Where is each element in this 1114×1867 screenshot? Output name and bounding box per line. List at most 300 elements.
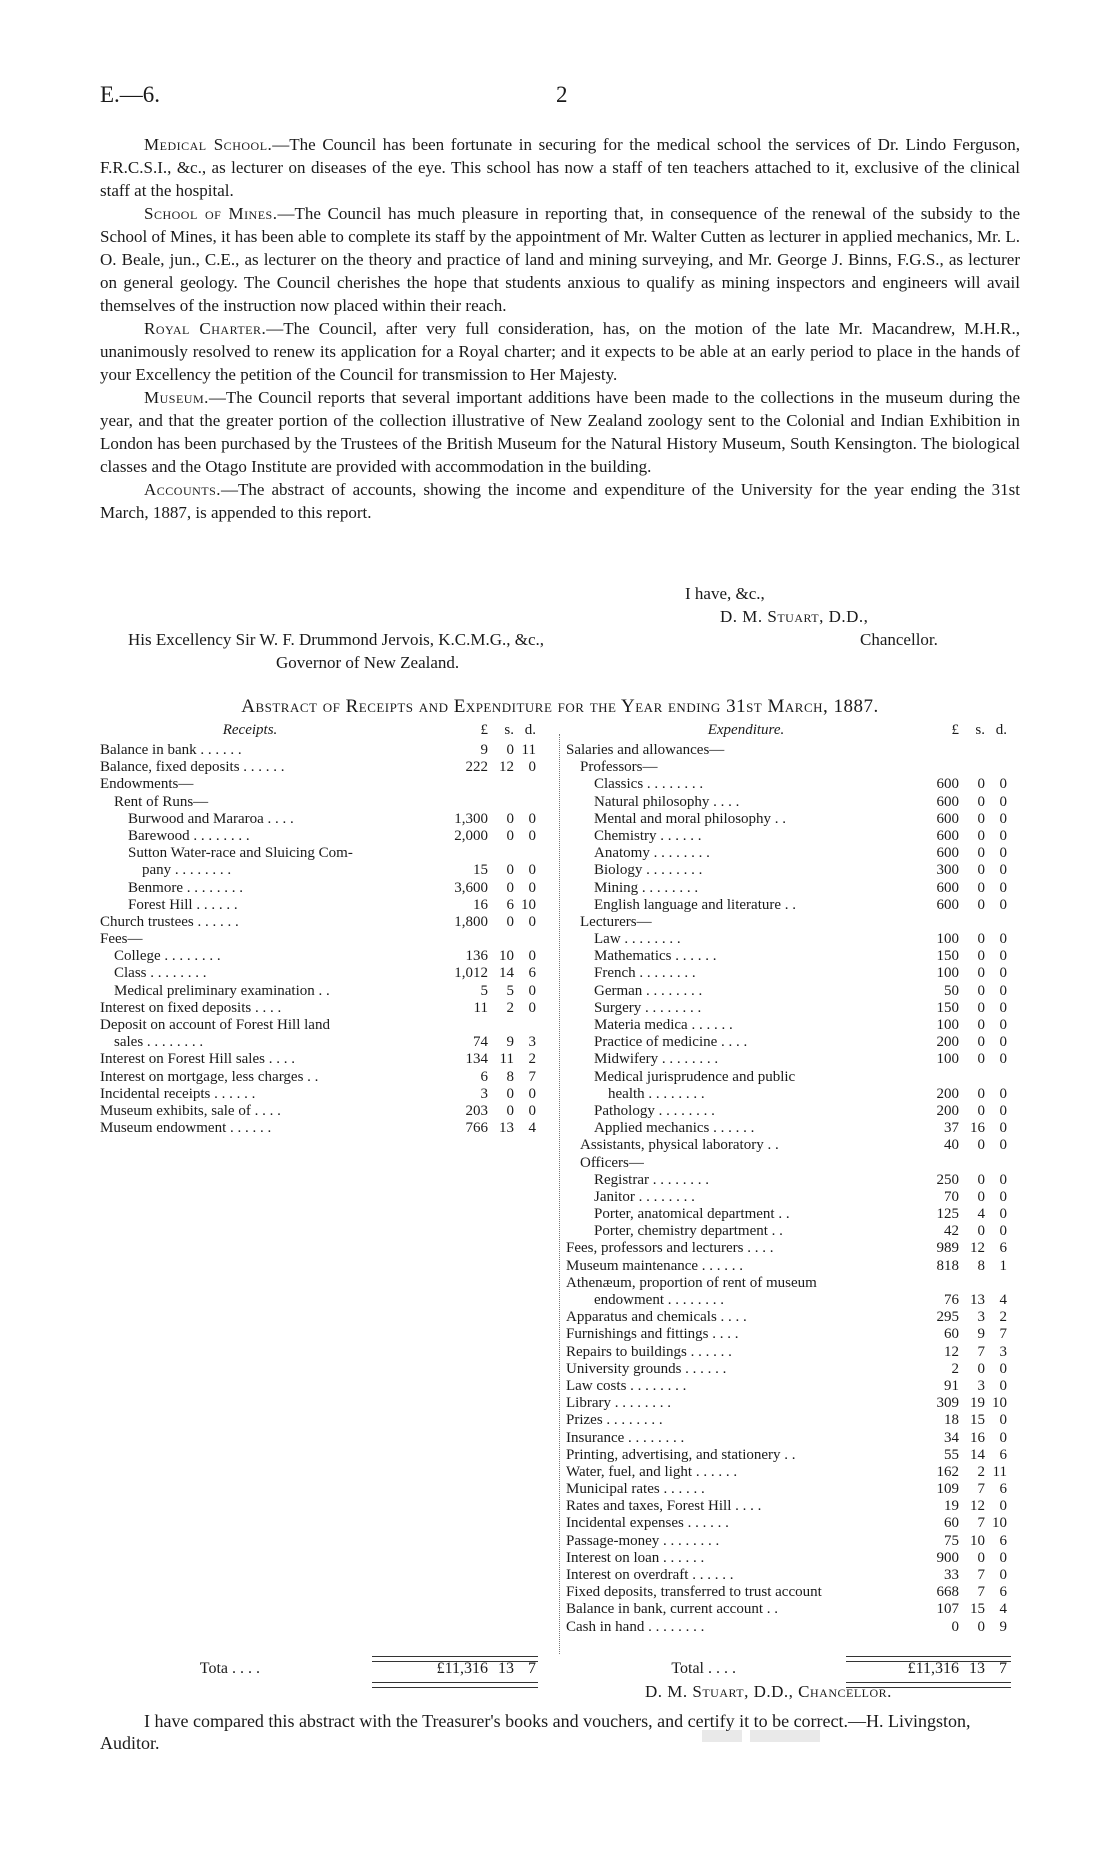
table-row	[566, 1515, 1020, 1532]
shillings-value: 10	[499, 948, 514, 965]
table-row	[566, 1034, 1020, 1051]
table-row	[566, 965, 1020, 982]
shillings-value: 0	[977, 1171, 985, 1188]
pence-value: 0	[528, 999, 536, 1016]
table-row	[566, 845, 1020, 862]
total-shillings: 13	[969, 1660, 985, 1677]
row-label: Rent of Runs—	[114, 793, 209, 810]
shillings-value: 2	[977, 1463, 985, 1480]
table-row	[566, 776, 1020, 793]
pence-value: 0	[999, 1137, 1007, 1154]
page-number: 2	[556, 82, 568, 107]
pounds-value: 2,000	[454, 827, 488, 844]
pence-value: 0	[528, 827, 536, 844]
shillings-value: 0	[977, 845, 985, 862]
row-label: Pathology . . . . . . . .	[594, 1102, 715, 1119]
table-row	[566, 811, 1020, 828]
pence-value: 7	[528, 1068, 536, 1085]
pounds-value: 60	[944, 1515, 959, 1532]
row-label: Balance in bank . . . . . .	[100, 742, 242, 758]
pence-value: 0	[999, 1188, 1007, 1205]
pounds-value: 295	[936, 1309, 959, 1326]
shillings-value: 0	[977, 1223, 985, 1240]
row-label: Anatomy . . . . . . . .	[594, 845, 710, 862]
shillings-value: 0	[977, 1137, 985, 1154]
pounds-heading: £	[480, 722, 488, 738]
pence-value: 0	[999, 776, 1007, 793]
row-label: Medical jurisprudence and public	[594, 1068, 796, 1085]
table-row	[566, 1206, 1020, 1223]
shillings-value: 7	[977, 1481, 985, 1498]
shillings-value: 0	[506, 810, 514, 827]
paragraph-heading: Royal Charter.	[144, 319, 267, 338]
total-label: Total . . . .	[671, 1660, 736, 1677]
paragraph-school-of-mines	[100, 202, 1020, 317]
row-label: Cash in hand . . . . . . . .	[566, 1618, 705, 1635]
pence-heading: d.	[524, 722, 536, 738]
pence-value: 0	[999, 1120, 1007, 1137]
shillings-value: 0	[506, 879, 514, 896]
row-label: Forest Hill . . . . . .	[128, 896, 238, 913]
pence-value: 4	[999, 1601, 1007, 1618]
row-label: sales . . . . . . . .	[114, 1034, 204, 1051]
page-header	[100, 82, 1020, 112]
row-label: Applied mechanics . . . . . .	[594, 1120, 755, 1137]
shillings-value: 15	[970, 1412, 985, 1429]
row-label: Balance, fixed deposits . . . . . .	[100, 759, 285, 776]
shillings-value: 0	[977, 1188, 985, 1205]
row-label: Fees, professors and lecturers . . . .	[566, 1240, 774, 1257]
pounds-value: 200	[936, 1034, 959, 1051]
table-row	[566, 1619, 1020, 1636]
pounds-value: 600	[936, 879, 959, 896]
shillings-value: 13	[970, 1292, 985, 1308]
table-row	[566, 1223, 1020, 1240]
pounds-value: 34	[944, 1429, 959, 1446]
table-row	[100, 862, 554, 879]
pence-value: 0	[999, 1377, 1007, 1394]
shillings-value: 0	[977, 1034, 985, 1051]
shillings-value: 0	[977, 827, 985, 844]
pence-value: 0	[999, 1102, 1007, 1119]
row-label: Insurance . . . . . . . .	[566, 1429, 685, 1446]
row-label: Barewood . . . . . . . .	[128, 827, 250, 844]
document-page: E.—6. 2 Medical School.—The Council has been fortunate in securing for the medical school the services of Dr. Lindo Ferguson, F.R.C.S.I., &c., as lecturer on diseases of the eye. This school has now a staff of ten teachers attached to it, exclusive of the clinical staff at the hospital. School of Mines.—The Council has much pleasure in reporting that, in consequence of the renewal of the subsidy to the School of Mines, it has been able to complete its staff by the appointment of Mr. Walter Cutten as lecturer in applied mechanics, Mr. L. O. Beale, jun., C.E., as lecturer on the theory and practice of land and mining surveying, and Mr. George J. Binns, F.G.S., as lecturer on general geology. The Council cherishes the hope that students anxious to qualify as mining inspectors and engineers will avail themselves of the instruction now placed within their reach. Royal Charter.—The Council, after very full consideration, has, on the motion of the late Mr. Macandrew, M.H.R., unanimously resolved to renew its application for a Royal charter; and it expects to be able at an early period to place in the hands of your Excellency the petition of the Council for transmission to Her Majesty. Museum.—The Council reports that several important additions have been made to the collections in the museum during the year, and that the greater portion of the collection illustrative of New Zealand zoology sent to the Colonial and Indian Exhibition in London has been purchased by the Trustees of the British Museum for the Natural History Museum, South Kensington. The biological classes and the Otago Institute are provided with accommodation in the building. Accounts.—The abstract of accounts, showing the income and expenditure of the University for the year ending the 31st March, 1887, is appended to this report. I have, &c., D. M. Stuart, D.D., His Excellency Sir W. F. Drummond Jervois, K.C.M.G., &c., Chancellor. Governor of New Zealand. Abstract of Receipts and Expenditure for the Year ending 31st March, 1887. Receipts. £ s. d. Balance in bank . . . . . . 9 0 11 Balance, fixed deposits . . . . . . 222 12 0 Endowments— Rent of Runs— Burwood and Mararoa . . . . 1,300 0 0 Barewood . . . . . . . . 2,000 0 0 Sutton Water-race and Sluicing Com- pany . . . . . . . . 15 0 0 Benmore . . . . . . . . 3,600 0 0 Forest Hill . . . . . . 16 6 10 Church trustees . . . . . . 1,800 0 0 Fees— College . . . . . . . . 136 10 0 Class . . . . . . . . 1,012 14 6 Medical preliminary examination . . 5 5 0 Interest on fixed deposits . . . . 11 2 0 Deposit on account of Forest Hill land sales . . . . . . . . 74 9 3 Interest on Forest Hill sales . . . . 134 11 2 Interest on mortgage, less charges . . 6 8 7 Incidental receipts . . . . . . 3 0 0 Museum exhibits, sale of . . . . 203 0 0 Museum endowment . . . . . . 766 13 4 Expenditure. £ s. d. Salaries and allowances— Professors— Classics . . . . . . . . 600 0 0 Natural philosophy . . . . 600 0 0 Mental and moral philosophy . . 600 0 0 Chemistry . . . . . . 600 0 0 Anatomy . . . . . . . . 600 0 0 Biology . . . . . . . . 300 0 0 Mining . . . . . . . . 600 0 0 English language and literature . . 600 0 0 Lecturers— Law . . . . . . . . 100 0 0 Mathematics . . . . . . 150 0 0 French . . . . . . . . 100 0 0 German . . . . . . . . 50 0 0 Surgery . . . . . . . . 150 0 0 Materia medica . . . . . . 100 0 0 Practice of medicine . . . . 200 0 0 Midwifery . . . . . . . . 100 0 0 Medical jurisprudence and public health . . . . . . . . 200 0 0 Pathology . . . . . . . . 200 0 0 Applied mechanics . . . . . . 37 16 0 Assistants, physical laboratory . . 40 0 0 Officers— Registrar . . . . . . . . 250 0 0 Janitor . . . . . . . . 70 0 0 Porter, anatomical department . . 125 4 0 Porter, chemistry department . . 42 0 0 Fees, professors and lecturers . . . . 989 12 6 Museum maintenance . . . . . . 818 8 1 Athenæum, proportion of rent of museum endowment . . . . . . . . 76 13 4 Apparatus and chemicals . . . . 295 3 2 Furnishings and fittings . . . . 60 9 7 Repairs to buildings . . . . . . 12 7 3 University grounds . . . . . . 2 0 0 Law costs . . . . . . . . 91 3 0 Library . . . . . . . . 309 19 10 Prizes . . . . . . . . 18 15 0 Insurance . . . . . . . . 34 16 0 Printing, advertising, and stationery . . 55 14 6 Water, fuel, and light . . . . . . 162 2 11 Municipal rates . . . . . . 109 7 6 Rates and taxes, Forest Hill . . . . 19 12 0 Incidental expenses . . . . . . 60 7 10 Passage-money . . . . . . . . 75 10 6 Interest on loan . . . . . . 900 0 0 Interest on overdraft . . . . . . 33 7 0 Fixed deposits, transferred to trust account 668 7 6 Balance in bank, current account . . 107 15 4 Cash in hand . . . . . . . . 0 0 9 Tota . . . . £11,316 13 7 Total . . . . £11,316 13 7 D. M. Stuart, D.D., Chancellor. I have compared this abstract with the Treasurer's books and vouchers, and certify it to be correct.—H. Livingston, Auditor.	[100, 82, 1020, 1753]
row-label: Rates and taxes, Forest Hill . . . .	[566, 1498, 762, 1515]
pounds-value: 60	[944, 1326, 959, 1343]
pounds-value: 9	[480, 742, 488, 758]
table-row	[566, 1395, 1020, 1412]
pounds-value: 18	[944, 1412, 959, 1429]
table-row	[566, 1550, 1020, 1567]
shillings-value: 0	[977, 1360, 985, 1377]
table-row	[566, 1292, 1020, 1309]
table-row	[100, 948, 554, 965]
pence-value: 0	[528, 879, 536, 896]
pounds-value: 600	[936, 896, 959, 913]
table-row	[566, 1601, 1020, 1618]
shillings-value: 12	[499, 759, 514, 776]
pence-value: 6	[999, 1532, 1007, 1549]
table-row	[100, 880, 554, 897]
row-label: Surgery . . . . . . . .	[594, 999, 702, 1016]
table-row	[566, 1000, 1020, 1017]
pounds-value: 40	[944, 1137, 959, 1154]
table-row	[566, 1361, 1020, 1378]
pence-value: 0	[528, 810, 536, 827]
table-row	[100, 914, 554, 931]
table-row	[100, 742, 554, 759]
shillings-value: 0	[977, 776, 985, 793]
pounds-value: 76	[944, 1292, 959, 1308]
row-label: Endowments—	[100, 776, 194, 793]
pence-value: 6	[999, 1584, 1007, 1601]
total-pence: 7	[999, 1660, 1007, 1677]
table-row	[566, 1533, 1020, 1550]
table-row	[566, 983, 1020, 1000]
table-row	[566, 897, 1020, 914]
row-label: Benmore . . . . . . . .	[128, 879, 243, 896]
table-row	[100, 1000, 554, 1017]
shillings-value: 3	[977, 1377, 985, 1394]
paragraph-text: —The Council has much pleasure in reporting that, in consequence of the renewal of the subsidy to the School of Mines, it has been able to complete its staff by the appointment of Mr. Walter Cutten as lecturer in applied mechanics, Mr. L. O. Beale, jun., C.E., as lecturer on the theory and practice of land and mining surveying, and Mr. George J. Binns, F.G.S., as lecturer on general geology. The Council cherishes the hope that students anxious to qualify as mining inspectors and engineers will avail themselves of the instruction now placed within their reach.	[100, 204, 1020, 315]
pounds-heading: £	[951, 722, 959, 738]
row-label: Passage-money . . . . . . . .	[566, 1532, 720, 1549]
pounds-value: 3	[480, 1085, 488, 1102]
table-row	[566, 1309, 1020, 1326]
paragraph-text: —The Council, after very full consideration, has, on the motion of the late Mr. Macandrew, M.H.R., unanimously resolved to renew its application for a Royal charter; and it expects to be able at an early period to place in the hands of your Excellency the petition of the Council for transmission to Her Majesty.	[100, 319, 1020, 384]
table-row	[100, 776, 554, 793]
shillings-heading: s.	[504, 722, 514, 738]
table-row	[566, 1447, 1020, 1464]
pounds-value: 136	[465, 948, 488, 965]
row-label: Furnishings and fittings . . . .	[566, 1326, 739, 1343]
pounds-value: 15	[473, 862, 488, 879]
closing-line: I have, &c.,	[685, 584, 765, 603]
row-label: Mental and moral philosophy . .	[594, 810, 787, 827]
pence-value: 10	[521, 896, 536, 913]
pence-value: 2	[999, 1309, 1007, 1326]
column-divider	[559, 734, 561, 1654]
total-rule-top	[846, 1656, 1011, 1662]
row-label: Porter, anatomical department . .	[594, 1206, 790, 1223]
total-shillings: 13	[498, 1660, 514, 1677]
shillings-value: 15	[970, 1601, 985, 1618]
shillings-value: 12	[970, 1240, 985, 1257]
letter-signoff	[100, 582, 1020, 674]
table-row	[566, 1378, 1020, 1395]
pence-value: 0	[999, 965, 1007, 982]
total-label: Tota . . . .	[199, 1660, 260, 1677]
pence-value: 3	[528, 1034, 536, 1051]
table-row	[566, 1017, 1020, 1034]
row-label: College . . . . . . . .	[114, 948, 221, 965]
pounds-value: 16	[473, 896, 488, 913]
pence-value: 0	[528, 862, 536, 879]
expenditure-heading: Expenditure.	[707, 722, 785, 738]
paragraph-royal-charter	[100, 317, 1020, 386]
table-row	[100, 811, 554, 828]
shillings-value: 0	[977, 999, 985, 1016]
table-row	[566, 1240, 1020, 1257]
pounds-value: 100	[936, 931, 959, 948]
table-row	[100, 897, 554, 914]
pounds-value: 162	[936, 1463, 959, 1480]
paragraph-museum	[100, 386, 1020, 478]
row-label: Museum exhibits, sale of . . . .	[100, 1102, 281, 1119]
pounds-value: 203	[465, 1102, 488, 1119]
table-row	[566, 1103, 1020, 1120]
pence-value: 0	[528, 1085, 536, 1102]
expenditure-header	[566, 722, 1020, 742]
table-row	[566, 1275, 1020, 1292]
pounds-value: 150	[936, 999, 959, 1016]
table-row	[566, 914, 1020, 931]
pence-value: 7	[999, 1326, 1007, 1343]
total-pence: 7	[528, 1660, 536, 1677]
pence-value: 0	[999, 1360, 1007, 1377]
row-label: Incidental expenses . . . . . .	[566, 1515, 729, 1532]
paragraph-text: —The Council reports that several important additions have been made to the collections in the museum during the year, and that the greater portion of the collection illustrative of New Zealand zoology sent to the Colonial and Indian Exhibition in London has been purchased by the Trustees of the British Museum for the Natural History Museum, South Kensington. The biological classes and the Otago Institute are provided with accommodation in the building.	[100, 388, 1020, 476]
row-label: Materia medica . . . . . .	[594, 1017, 733, 1033]
row-label: Professors—	[580, 759, 658, 776]
pence-value: 3	[999, 1343, 1007, 1360]
pounds-value: 200	[936, 1102, 959, 1119]
pounds-value: 134	[465, 1051, 488, 1068]
receipts-rows	[100, 742, 554, 1137]
pounds-value: 125	[936, 1206, 959, 1223]
pence-value: 0	[999, 1034, 1007, 1051]
row-label: endowment . . . . . . . .	[594, 1292, 724, 1308]
row-label: Officers—	[580, 1154, 644, 1171]
table-row	[100, 1086, 554, 1103]
shillings-value: 9	[506, 1034, 514, 1051]
pounds-value: 75	[944, 1532, 959, 1549]
pounds-value: 309	[936, 1395, 959, 1412]
shillings-value: 0	[977, 1017, 985, 1033]
pounds-value: 11	[473, 999, 488, 1016]
row-label: Fixed deposits, transferred to trust account	[566, 1584, 822, 1601]
pounds-value: 250	[936, 1171, 959, 1188]
pounds-value: 19	[944, 1498, 959, 1515]
shillings-value: 9	[977, 1326, 985, 1343]
row-label: Chemistry . . . . . .	[594, 827, 702, 844]
table-row	[566, 742, 1020, 759]
row-label: University grounds . . . . . .	[566, 1360, 727, 1377]
row-label: Sutton Water-race and Sluicing Com-	[128, 845, 353, 862]
pounds-value: 42	[944, 1223, 959, 1240]
row-label: Natural philosophy . . . .	[594, 793, 740, 810]
abstract-title: Abstract of Receipts and Expenditure for the Year ending 31st March, 1887.	[241, 696, 879, 717]
row-label: Library . . . . . . . .	[566, 1395, 671, 1412]
table-row	[100, 1034, 554, 1051]
pence-value: 0	[999, 1223, 1007, 1240]
pounds-value: 1,012	[454, 965, 488, 982]
row-label: Fees—	[100, 931, 143, 948]
faint-stamp-mark	[700, 1726, 830, 1746]
shillings-value: 7	[977, 1567, 985, 1583]
pounds-value: 200	[936, 1085, 959, 1102]
shillings-value: 13	[499, 1120, 514, 1137]
report-body	[100, 133, 1020, 524]
paragraph-accounts	[100, 478, 1020, 524]
table-row	[566, 1344, 1020, 1361]
shillings-value: 0	[506, 1102, 514, 1119]
pence-value: 4	[528, 1120, 536, 1137]
row-label: Mathematics . . . . . .	[594, 948, 717, 965]
row-label: Interest on Forest Hill sales . . . .	[100, 1051, 295, 1068]
shillings-heading: s.	[975, 722, 985, 738]
row-label: Athenæum, proportion of rent of museum	[566, 1274, 817, 1291]
pounds-value: 1,300	[454, 810, 488, 827]
document-reference: E.—6.	[100, 82, 161, 107]
expenditure-column	[566, 722, 1020, 1636]
pounds-value: 33	[944, 1567, 959, 1583]
row-label: Lecturers—	[580, 913, 652, 930]
shillings-value: 0	[506, 1085, 514, 1102]
row-label: Interest on overdraft . . . . . .	[566, 1567, 734, 1583]
table-row	[566, 862, 1020, 879]
row-label: Balance in bank, current account . .	[566, 1601, 778, 1618]
table-row	[566, 1120, 1020, 1137]
pence-value: 0	[999, 1051, 1007, 1068]
table-row	[100, 983, 554, 1000]
row-label: Deposit on account of Forest Hill land	[100, 1017, 330, 1033]
shillings-value: 0	[977, 793, 985, 810]
pounds-value: 3,600	[454, 879, 488, 896]
shillings-value: 0	[506, 827, 514, 844]
row-label: Janitor . . . . . . . .	[594, 1188, 695, 1205]
receipts-column	[100, 722, 554, 1137]
row-label: Prizes . . . . . . . .	[566, 1412, 663, 1429]
row-label: Church trustees . . . . . .	[100, 913, 239, 930]
pounds-value: 150	[936, 948, 959, 965]
pounds-value: 91	[944, 1377, 959, 1394]
row-label: Mining . . . . . . . .	[594, 879, 699, 896]
table-row	[100, 1017, 554, 1034]
table-row	[100, 1069, 554, 1086]
shillings-value: 6	[506, 896, 514, 913]
table-row	[566, 948, 1020, 965]
pounds-value: 5	[480, 982, 488, 999]
table-row	[566, 1172, 1020, 1189]
pounds-value: 100	[936, 1051, 959, 1068]
table-row	[566, 1567, 1020, 1584]
pence-value: 0	[528, 759, 536, 776]
pence-value: 0	[528, 982, 536, 999]
shillings-value: 0	[506, 742, 514, 758]
shillings-value: 14	[499, 965, 514, 982]
pounds-value: 100	[936, 965, 959, 982]
pounds-value: 109	[936, 1481, 959, 1498]
row-label: Salaries and allowances—	[566, 742, 725, 758]
pounds-value: 766	[465, 1120, 488, 1137]
pence-value: 0	[999, 1567, 1007, 1583]
pence-value: 0	[999, 810, 1007, 827]
pounds-value: 55	[944, 1446, 959, 1463]
row-label: Porter, chemistry department . .	[594, 1223, 783, 1240]
paragraph-text: —The Council has been fortunate in securing for the medical school the services of Dr. Lindo Ferguson, F.R.C.S.I., &c., as lecturer on diseases of the eye. This school has now a staff of ten teachers attached to it, exclusive of the clinical staff at the hospital.	[100, 135, 1020, 200]
pence-value: 6	[528, 965, 536, 982]
total-pounds: £11,316	[436, 1660, 488, 1677]
pence-value: 9	[999, 1618, 1007, 1635]
pence-value: 0	[999, 1429, 1007, 1446]
pounds-value: 2	[951, 1360, 959, 1377]
table-row	[100, 759, 554, 776]
table-row	[100, 794, 554, 811]
total-rule-top	[372, 1656, 538, 1662]
shillings-value: 0	[977, 931, 985, 948]
paragraph-text: —The abstract of accounts, showing the income and expenditure of the University for the year ending the 31st March, 1887, is appended to this report.	[100, 480, 1020, 522]
paragraph-heading: School of Mines.	[144, 204, 278, 223]
signatory-title: Chancellor.	[860, 630, 938, 649]
table-row	[100, 1051, 554, 1068]
shillings-value: 3	[977, 1309, 985, 1326]
table-row	[100, 828, 554, 845]
shillings-value: 0	[506, 862, 514, 879]
row-label: Interest on mortgage, less charges . .	[100, 1068, 319, 1085]
row-label: Interest on fixed deposits . . . .	[100, 999, 282, 1016]
pounds-value: 12	[944, 1343, 959, 1360]
accounts-table	[100, 722, 1020, 1677]
receipts-header	[100, 722, 554, 742]
pence-value: 0	[528, 913, 536, 930]
pence-value: 0	[999, 948, 1007, 965]
row-label: health . . . . . . . .	[608, 1085, 705, 1102]
row-label: Law costs . . . . . . . .	[566, 1377, 687, 1394]
table-row	[566, 1498, 1020, 1515]
shillings-value: 12	[970, 1498, 985, 1515]
shillings-value: 10	[970, 1532, 985, 1549]
pounds-value: 107	[936, 1601, 959, 1618]
shillings-value: 2	[506, 999, 514, 1016]
auditor-certification: I have compared this abstract with the Treasurer's books and vouchers, and certify it to be correct.—H. Livingston, Auditor.	[100, 1711, 971, 1753]
pounds-value: 600	[936, 776, 959, 793]
row-label: Burwood and Mararoa . . . .	[128, 810, 294, 827]
shillings-value: 8	[506, 1068, 514, 1085]
pence-value: 6	[999, 1446, 1007, 1463]
pounds-value: 222	[465, 759, 488, 776]
table-row	[566, 1464, 1020, 1481]
shillings-value: 0	[977, 1102, 985, 1119]
row-label: Apparatus and chemicals . . . .	[566, 1309, 747, 1326]
pence-value: 0	[999, 999, 1007, 1016]
pence-value: 0	[999, 827, 1007, 844]
row-label: Water, fuel, and light . . . . . .	[566, 1463, 738, 1480]
pence-value: 0	[999, 1206, 1007, 1223]
shillings-value: 0	[977, 982, 985, 999]
shillings-value: 0	[506, 913, 514, 930]
pence-value: 0	[528, 948, 536, 965]
pence-value: 10	[992, 1395, 1007, 1412]
addressee-line: His Excellency Sir W. F. Drummond Jervois, K.C.M.G., &c.,	[128, 630, 545, 649]
row-label: German . . . . . . . .	[594, 982, 703, 999]
table-row	[566, 1069, 1020, 1086]
paragraph-heading: Accounts.	[144, 480, 222, 499]
pence-value: 0	[528, 1102, 536, 1119]
shillings-value: 7	[977, 1584, 985, 1601]
table-row	[566, 1258, 1020, 1275]
table-row	[566, 1430, 1020, 1447]
table-row	[566, 759, 1020, 776]
table-row	[100, 931, 554, 948]
pence-value: 0	[999, 879, 1007, 896]
table-row	[566, 1481, 1020, 1498]
row-label: Registrar . . . . . . . .	[594, 1171, 709, 1188]
pence-value: 0	[999, 1085, 1007, 1102]
pence-value: 6	[999, 1481, 1007, 1498]
pounds-value: 37	[944, 1120, 959, 1137]
